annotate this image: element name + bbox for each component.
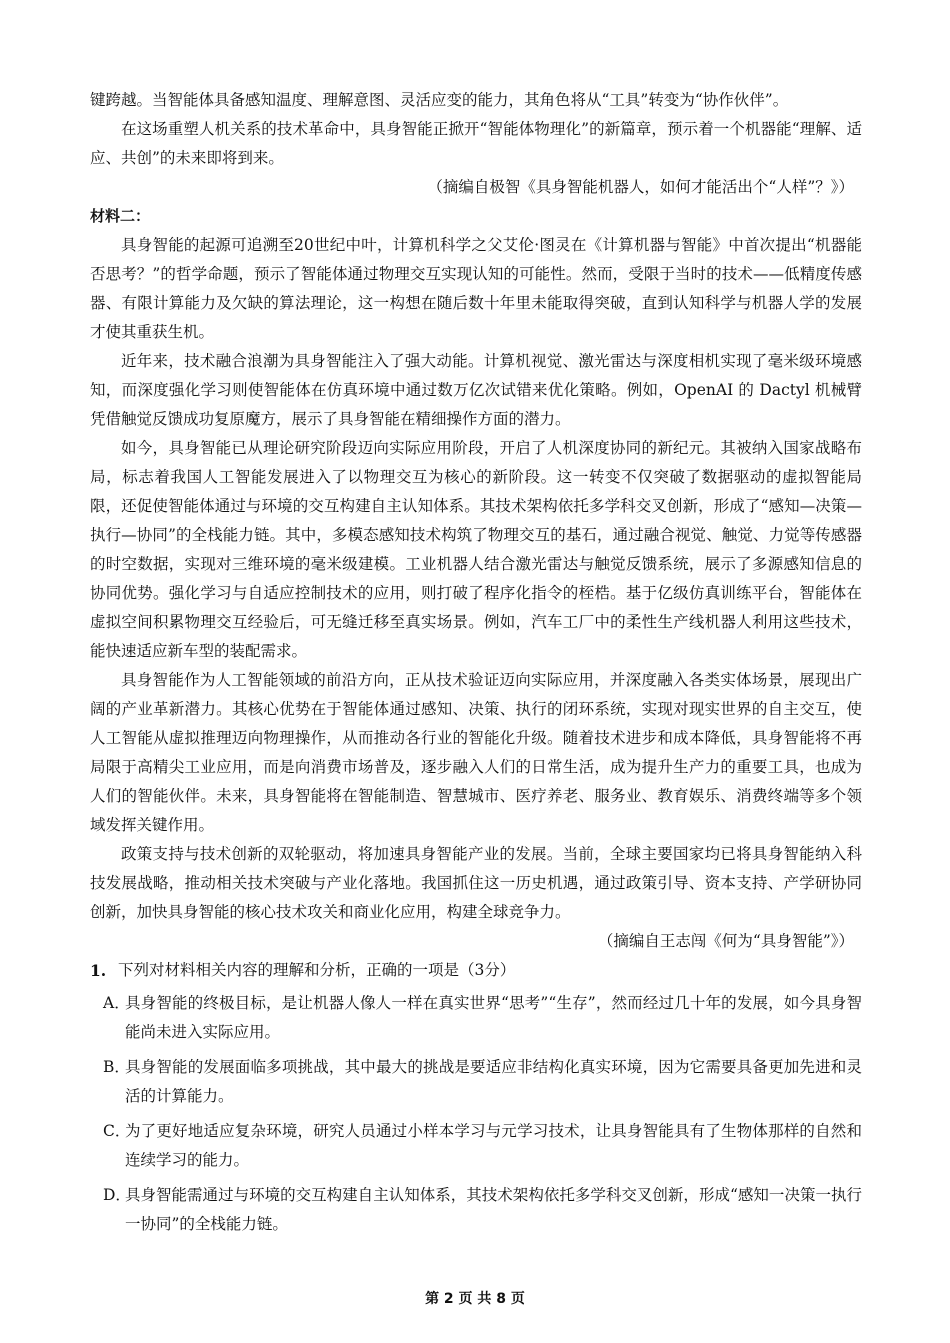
material2-paragraph-4: 具身智能作为人工智能领域的前沿方向，正从技术验证迈向实际应用，并深度融入各类实体场景，展现出广阔的产业革新潜力。其核心优势在于智能体通过感知、决策、执行的闭环系统，实现对现实世界的自主交互，使人工智能从虚拟推理迈向物理操作，从而推动各行业的智能化升级。随着技术进步和成本降低，具身智能将不再局限于高精尖工业应用，而是向消费市场普及，逐步融入人们的日常生活，成为提升生产力的重要工具，也成为人们的智能伙伴。未来，具身智能将在智能制造、智慧城市、医疗养老、服务业、教育娱乐、消费终端等多个领域发挥关键作用。 [90, 671, 862, 834]
material2-heading: 材料二： [90, 207, 151, 225]
option-letter: B． [103, 1058, 130, 1076]
material2-paragraph-2: 近年来，技术融合浪潮为具身智能注入了强大动能。计算机视觉、激光雷达与深度相机实现了毫米级环境感知，而深度强化学习则使智能体在仿真环境中通过数万亿次试错来优化策略。例如，OpenAI 的 Dactyl 机械臂凭借触觉反馈成功复原魔方，展示了具身智能在精细操作方面的潜力。 [90, 352, 862, 428]
option-text: 为了更好地适应复杂环境，研究人员通过小样本学习与元学习技术，让具身智能具有了生物体那样的自然和连续学习的能力。 [125, 1122, 862, 1169]
option-letter: D． [103, 1186, 131, 1204]
material1-paragraph-continued: 键跨越。当智能体具备感知温度、理解意图、灵活应变的能力，其角色将从“工具”转变为“协作伙伴”。 [90, 91, 789, 109]
material1-source: （摘编自极智《具身智能机器人，如何才能活出个“人样”？》） [427, 178, 854, 196]
material2-paragraph-5: 政策支持与技术创新的双轮驱动，将加速具身智能产业的发展。当前，全球主要国家均已将具身智能纳入科技发展战略，推动相关技术突破与产业化落地。我国抓住这一历史机遇，通过政策引导、资本支持、产学研协同创新，加快具身智能的核心技术攻关和商业化应用，构建全球竞争力。 [90, 845, 862, 921]
page-footer: 第 2 页 共 8 页 [425, 1291, 525, 1307]
material1-paragraph-2: 在这场重塑人机关系的技术革命中，具身智能正掀开“智能体物理化”的新篇章，预示着一个机器能“理解、适应、共创”的未来即将到来。 [90, 120, 862, 167]
material2-paragraph-3: 如今，具身智能已从理论研究阶段迈向实际应用阶段，开启了人机深度协同的新纪元。其被纳入国家战略布局，标志着我国人工智能发展进入了以物理交互为核心的新阶段。这一转变不仅突破了数据驱动的虚拟智能局限，还促使智能体通过与环境的交互构建自主认知体系。其技术架构依托多学科交叉创新，形成了“感知—决策—执行—协同”的全栈能力链。其中，多模态感知技术构筑了物理交互的基石，通过融合视觉、触觉、力觉等传感器的时空数据，实现对三维环境的毫米级建模。工业机器人结合激光雷达与触觉反馈系统，展示了多源感知信息的协同优势。强化学习与自适应控制技术的应用，则打破了程序化指令的桎梏。基于亿级仿真训练平台，智能体在虚拟空间积累物理交互经验后，可无缝迁移至真实场景。例如，汽车工厂中的柔性生产线机器人利用这些技术，能快速适应新车型的装配需求。 [90, 439, 862, 660]
document-page [90, 86, 862, 1245]
material2-paragraph-1: 具身智能的起源可追溯至20世纪中叶，计算机科学之父艾伦·图灵在《计算机器与智能》中首次提出“机器能否思考？”的哲学命题，预示了智能体通过物理交互实现认知的可能性。然而，受限于当时的技术——低精度传感器、有限计算能力及欠缺的算法理论，这一构想在随后数十年里未能取得突破，直到认知科学与机器人学的发展才使其重获生机。 [90, 236, 862, 341]
question-1 [90, 956, 862, 985]
option-b [90, 1053, 862, 1111]
option-text: 具身智能的发展面临多项挑战，其中最大的挑战是要适应非结构化真实环境，因为它需要具备更加先进和灵活的计算能力。 [125, 1058, 862, 1105]
option-letter: C． [103, 1122, 131, 1140]
question-1-options [90, 989, 862, 1239]
question-number: 1. [90, 961, 107, 980]
option-d [90, 1181, 862, 1239]
material2-source: （摘编自王志闯《何为“具身智能”》） [597, 932, 854, 950]
option-text: 具身智能的终极目标，是让机器人像人一样在真实世界“思考”“生存”，然而经过几十年的发展，如今具身智能尚未进入实际应用。 [125, 994, 862, 1041]
question-stem: 下列对材料相关内容的理解和分析，正确的一项是（3分） [118, 961, 516, 979]
option-letter: A． [103, 994, 130, 1012]
option-c [90, 1117, 862, 1175]
option-text: 具身智能需通过与环境的交互构建自主认知体系，其技术架构依托多学科交叉创新，形成“感知一决策一执行一协同”的全栈能力链。 [125, 1186, 862, 1233]
option-a [90, 989, 862, 1047]
